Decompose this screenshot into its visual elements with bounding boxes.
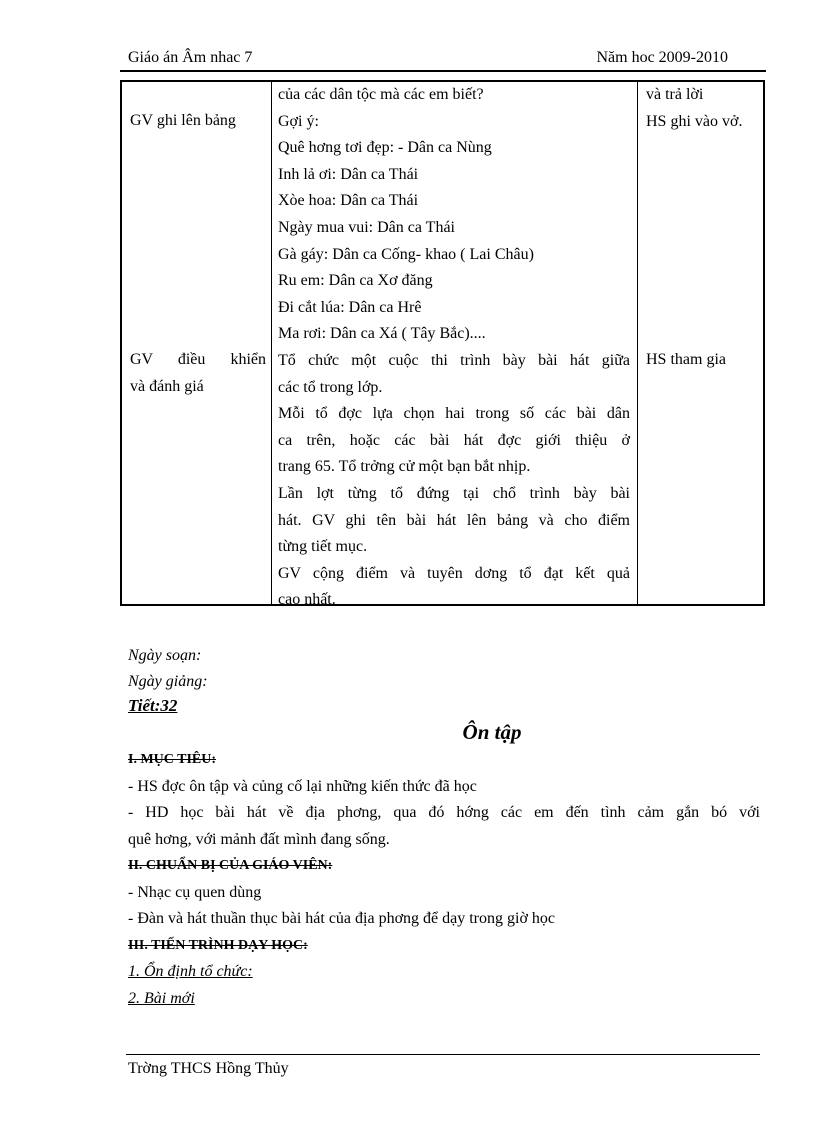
preparation-line: - Nhạc cụ quen dùng xyxy=(128,883,262,901)
content-line: Ma rơi: Dân ca Xá ( Tây Bắc).... xyxy=(278,325,486,343)
student-activity-cell xyxy=(646,347,762,374)
content-line: Inh lả ơi: Dân ca Thái xyxy=(278,165,419,183)
content-line: ca trên, hoặc các bài hát đợc giới thiệu ở xyxy=(278,431,630,449)
content-line: Mỗi tổ đợc lựa chọn hai trong số các bài dân xyxy=(278,405,630,423)
content-line: hát. GV ghi tên bài hát lên bảng và cho điểm xyxy=(278,511,630,529)
teacher-activity-text: GV điều khiển xyxy=(130,351,266,368)
page-header xyxy=(128,49,728,69)
header-subject: Giáo án Âm nhac 7 xyxy=(128,49,253,66)
content-line: Xòe hoa: Dân ca Thái xyxy=(278,192,419,210)
section-objectives-title: I. MỤC TIÊU: xyxy=(128,752,217,767)
header-school-year: Năm hoc 2009-2010 xyxy=(596,49,728,66)
student-activity-text: và trả lời xyxy=(646,86,704,103)
student-activity-text: HS tham gia xyxy=(646,351,726,368)
teacher-activity-cell xyxy=(130,347,266,400)
objective-line: - HS đợc ôn tập và củng cố lại những kiến thức đã học xyxy=(128,777,477,795)
content-line: của các dân tộc mà các em biết? xyxy=(278,86,484,103)
lesson-body xyxy=(128,747,760,1012)
lesson-number: Tiết:32 xyxy=(128,696,178,715)
teach-date-label: Ngày giảng: xyxy=(128,673,208,690)
teacher-activity-text: GV ghi lên bảng xyxy=(130,112,236,129)
content-line: Tổ chức một cuộc thi trình bày bài hát giữa xyxy=(278,351,630,369)
content-line: cao nhất. xyxy=(278,591,336,609)
objective-line: quê hơng, với mảnh đất mình đang sống. xyxy=(128,830,390,848)
header-divider xyxy=(120,70,766,72)
content-cell xyxy=(278,82,630,614)
student-activity-text: HS ghi vào vở. xyxy=(646,112,743,130)
footer-school: Trờng THCS Hồng Thủy xyxy=(128,1060,289,1077)
content-line: Quê hơng tơi đẹp: - Dân ca Nùng xyxy=(278,139,492,157)
student-activity-cell xyxy=(646,82,762,135)
footer-divider xyxy=(126,1054,760,1055)
section-process-title: III. TIẾN TRÌNH DẠY HỌC: xyxy=(128,937,308,953)
section-preparation-title: II. CHUẨN BỊ CỦA GIÁO VIÊN: xyxy=(128,858,333,873)
process-step: 1. Ổn định tổ chức: xyxy=(128,963,253,980)
lesson-table xyxy=(120,80,765,609)
content-line: từng tiết mục. xyxy=(278,538,368,556)
objective-line: - HD học bài hát về địa phơng, qua đó hớng các em đến tình cảm gắn bó với xyxy=(128,804,760,821)
content-line: các tổ trong lớp. xyxy=(278,378,383,396)
preparation-line: - Đàn và hát thuần thục bài hát của địa phơng để dạy trong giờ học xyxy=(128,910,556,927)
teacher-activity-text: và đánh giá xyxy=(130,377,204,395)
content-line: Đi cắt lúa: Dân ca Hrê xyxy=(278,298,422,316)
lesson-title: Ôn tập xyxy=(462,720,522,744)
teacher-activity-cell xyxy=(130,108,266,135)
table-column-divider xyxy=(271,82,272,604)
content-line: Ngày mua vui: Dân ca Thái xyxy=(278,218,455,236)
content-line: Gợi ý: xyxy=(278,112,319,130)
content-line: Lần lợt từng tổ đứng tại chổ trình bày bài xyxy=(278,484,630,502)
content-line: trang 65. Tổ trởng cử một bạn bắt nhịp. xyxy=(278,458,531,476)
process-step: 2. Bài mới xyxy=(128,989,195,1007)
content-line: GV cộng điểm và tuyên dơng tổ đạt kết quả xyxy=(278,564,630,582)
content-line: Ru em: Dân ca Xơ đăng xyxy=(278,272,433,290)
content-line: Gà gáy: Dân ca Cống- khao ( Lai Châu) xyxy=(278,245,534,263)
prep-date-label: Ngày soạn: xyxy=(128,647,202,664)
table-column-divider xyxy=(637,82,638,604)
